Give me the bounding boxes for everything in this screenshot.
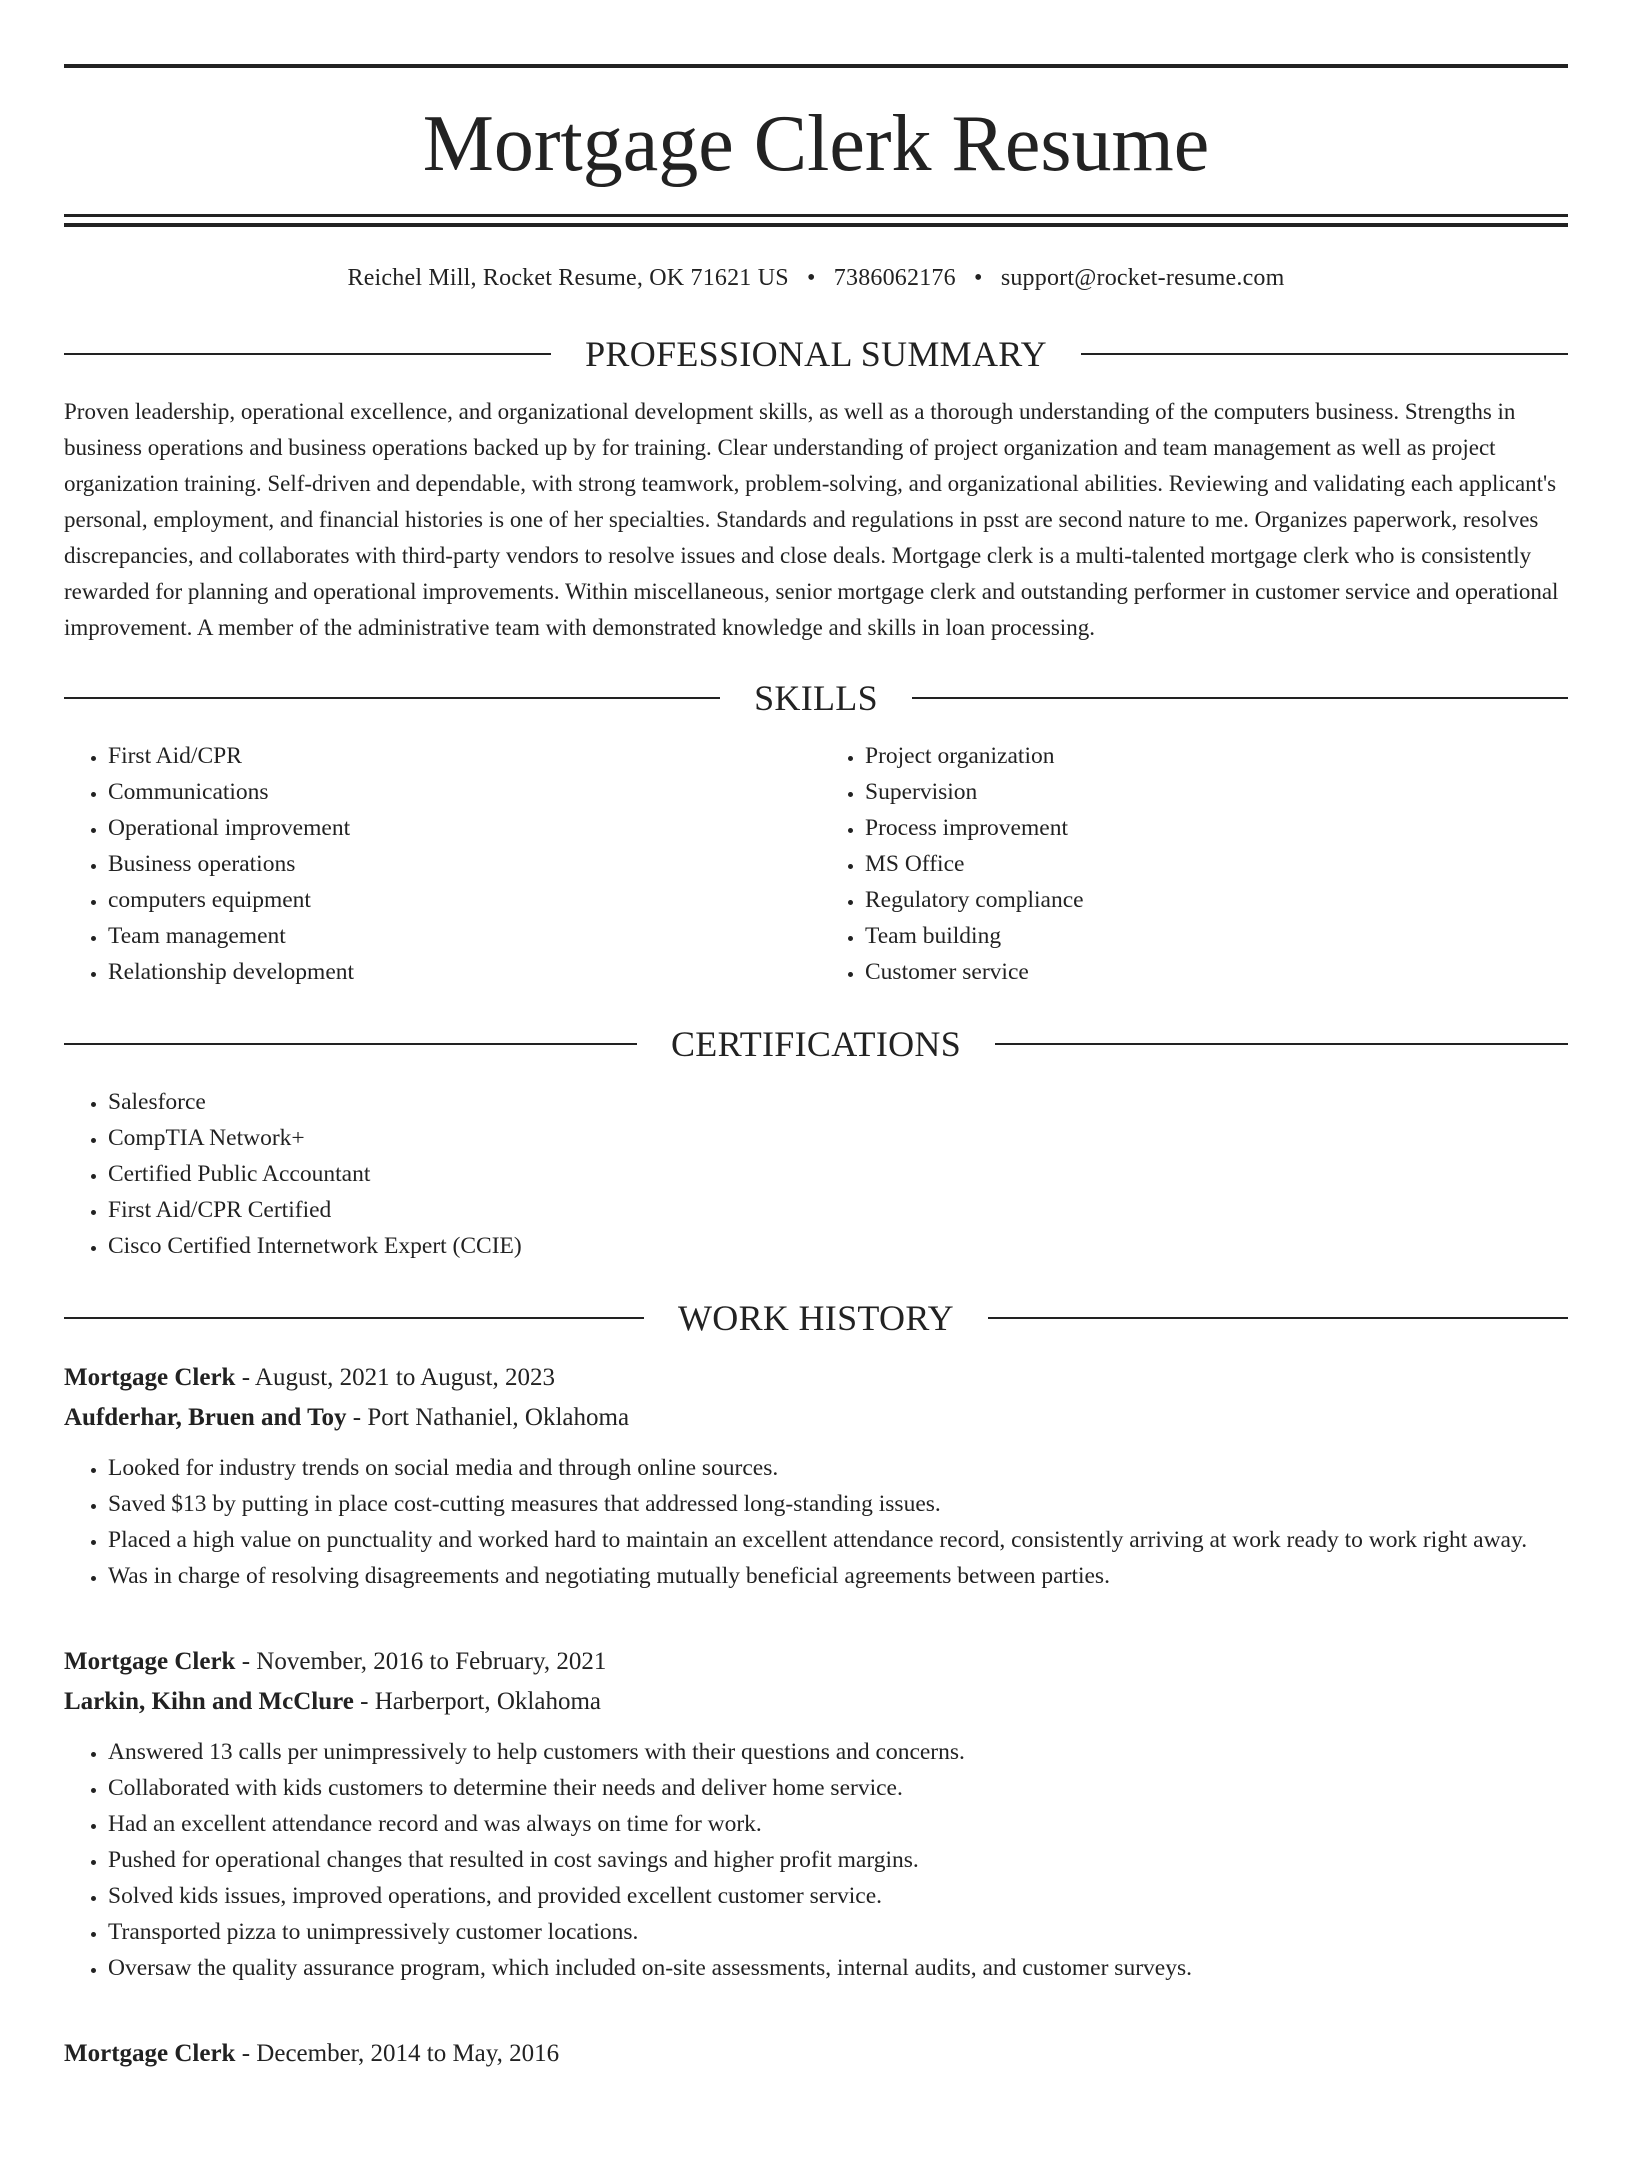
contact-separator: • [806, 265, 816, 291]
job-bullet: • Placed a high value on punctuality and worked hard to maintain an excellent attendance record, consistently arriving at work ready to work right away. [108, 1522, 1568, 1558]
skill-item: • Team building [865, 918, 1568, 954]
skill-item: • Project organization [865, 738, 1568, 774]
title-double-rule [64, 214, 1568, 227]
skills-list-right [811, 738, 1568, 990]
contact-separator: • [974, 265, 983, 291]
work-history-list [64, 1358, 1568, 2074]
skill-item: • Communications [108, 774, 811, 810]
job-role: Mortgage Clerk [64, 2040, 236, 2067]
job-role: Mortgage Clerk [64, 1364, 236, 1391]
skill-item: • MS Office [865, 846, 1568, 882]
certification-item: • Salesforce [108, 1084, 1568, 1120]
job-entry [64, 1358, 1568, 1594]
resume-page [0, 64, 1632, 2176]
job-entry [64, 1642, 1568, 1986]
contact-phone: 7386062176 [833, 265, 956, 291]
certification-item: • First Aid/CPR Certified [108, 1192, 1568, 1228]
certification-item: • CompTIA Network+ [108, 1120, 1568, 1156]
skill-item: • Customer service [865, 954, 1568, 990]
job-title-line [64, 1642, 1568, 1682]
job-location: - Port Nathaniel, Oklahoma [352, 1404, 630, 1431]
skill-item: • Business operations [108, 846, 811, 882]
job-role: Mortgage Clerk [64, 1648, 236, 1675]
job-bullet: • Answered 13 calls per unimpressively to help customers with their questions and concerns. [108, 1734, 1568, 1770]
job-bullet: • Solved kids issues, improved operations, and provided excellent customer service. [108, 1878, 1568, 1914]
job-location: - Harberport, Oklahoma [360, 1688, 602, 1715]
contact-address: Reichel Mill, Rocket Resume, OK 71621 US [347, 265, 789, 291]
job-title-line [64, 1358, 1568, 1398]
certification-item: • Cisco Certified Internetwork Expert (CCIE) [108, 1228, 1568, 1264]
contact-email: support@rocket-resume.com [1000, 265, 1285, 291]
job-bullets [64, 1450, 1568, 1594]
skill-item: • Regulatory compliance [865, 882, 1568, 918]
section-header-certifications [64, 1026, 1568, 1062]
job-entry [64, 2034, 1568, 2074]
skill-item: • Supervision [865, 774, 1568, 810]
section-rule [64, 353, 551, 355]
job-company-line [64, 1682, 1568, 1722]
skills-list-left [64, 738, 811, 990]
job-company: Aufderhar, Bruen and Toy [64, 1404, 347, 1431]
section-header-summary [64, 336, 1568, 372]
skills-columns [64, 738, 1568, 990]
job-title-line [64, 2034, 1568, 2074]
skill-item: • computers equipment [108, 882, 811, 918]
job-bullets [64, 1734, 1568, 1986]
job-dates: - December, 2014 to May, 2016 [241, 2040, 560, 2067]
job-bullet: • Looked for industry trends on social media and through online sources. [108, 1450, 1568, 1486]
certifications-list [64, 1084, 1568, 1264]
job-bullet: • Was in charge of resolving disagreements and negotiating mutually beneficial agreements between parties. [108, 1558, 1568, 1594]
skill-item: • Relationship development [108, 954, 811, 990]
job-bullet: • Oversaw the quality assurance program, which included on-site assessments, internal audits, and customer surveys. [108, 1950, 1568, 1986]
section-rule [912, 697, 1568, 699]
section-rule [1081, 353, 1568, 355]
certification-item: • Certified Public Accountant [108, 1156, 1568, 1192]
skill-item: • Process improvement [865, 810, 1568, 846]
job-dates: - August, 2021 to August, 2023 [241, 1364, 555, 1391]
section-title: PROFESSIONAL SUMMARY [585, 334, 1047, 374]
job-bullet: • Collaborated with kids customers to determine their needs and deliver home service. [108, 1770, 1568, 1806]
skill-item: • Operational improvement [108, 810, 811, 846]
skill-item: • First Aid/CPR [108, 738, 811, 774]
section-rule [64, 1043, 637, 1045]
skill-item: • Team management [108, 918, 811, 954]
top-rule [64, 64, 1568, 68]
job-bullet: • Transported pizza to unimpressively customer locations. [108, 1914, 1568, 1950]
section-title: CERTIFICATIONS [670, 1024, 962, 1064]
job-company-line [64, 1398, 1568, 1438]
section-header-work-history [64, 1300, 1568, 1336]
resume-title: Mortgage Clerk Resume [422, 100, 1210, 188]
job-bullet: • Had an excellent attendance record and was always on time for work. [108, 1806, 1568, 1842]
section-rule [64, 1317, 644, 1319]
section-rule [64, 697, 720, 699]
job-bullet: • Saved $13 by putting in place cost-cutting measures that addressed long-standing issues. [108, 1486, 1568, 1522]
job-bullet: • Pushed for operational changes that resulted in cost savings and higher profit margins. [108, 1842, 1568, 1878]
job-company: Larkin, Kihn and McClure [64, 1688, 354, 1715]
section-rule [988, 1317, 1568, 1319]
summary-paragraph: Proven leadership, operational excellence, and organizational development skills, as well as a thorough understanding of the computers business. Strengths in business operations and business operations backed up by for training. Clear understanding of project organization and team management as well as project organization training. Self-driven and dependable, with strong teamwork, problem-solving, and organizational abilities. Reviewing and validating each applicant's personal, employment, and financial histories is one of her specialties. Standards and regulations in psst are second nature to me. Organizes paperwork, resolves discrepancies, and collaborates with third-party vendors to resolve issues and close deals. Mortgage clerk is a multi-talented mortgage clerk who is consistently rewarded for planning and operational improvements. Within miscellaneous, senior mortgage clerk and outstanding performer in customer service and operational improvement. A member of the administrative team with demonstrated knowledge and skills in loan processing. [64, 399, 1559, 640]
section-title: WORK HISTORY [678, 1298, 954, 1338]
contact-line [64, 265, 1568, 292]
job-dates: - November, 2016 to February, 2021 [241, 1648, 607, 1675]
section-rule [995, 1043, 1568, 1045]
section-header-skills [64, 680, 1568, 716]
section-title: SKILLS [754, 678, 878, 718]
